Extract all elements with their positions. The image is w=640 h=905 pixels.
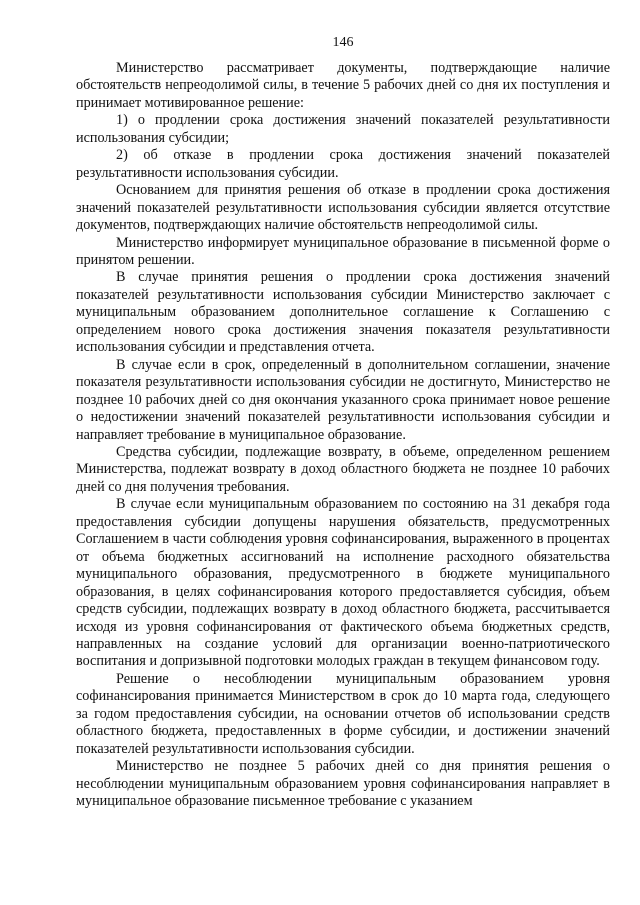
page-number: 146: [332, 35, 354, 50]
paragraph: Министерство не позднее 5 рабочих дней со дня принятия решения о несоблюдении муниципальным образованием уровня софинансирования направляет в муниципальное образование письменное требование с указанием: [76, 758, 610, 810]
paragraph: Министерство информирует муниципальное образование в письменной форме о принятом решении.: [76, 234, 610, 268]
paragraph: Основанием для принятия решения об отказе в продлении срока достижения значений показателей результативности использования субсидии является отсутствие документов, подтверждающих наличие обстоятельств непреодолимой силы.: [76, 182, 610, 234]
paragraph: В случае если в срок, определенный в дополнительном соглашении, значение показателя результативности использования субсидии не достигнуто, Министерство не позднее 10 рабочих дней со дня окончания указанного срока принимает новое решение о недостижении значений показателей результативности использования субсидии и направляет требование в муниципальное образование.: [76, 356, 610, 443]
document-page: [76, 34, 610, 810]
paragraph: 1) о продлении срока достижения значений показателей результативности использования субсидии;: [76, 112, 610, 146]
paragraph: Средства субсидии, подлежащие возврату, в объеме, определенном решением Министерства, подлежат возврату в доход областного бюджета не позднее 10 рабочих дней со дня получения требования.: [76, 443, 610, 495]
paragraph: Министерство рассматривает документы, подтверждающие наличие обстоятельств непреодолимой силы, в течение 5 рабочих дней со дня их поступления и принимает мотивированное решение:: [76, 60, 610, 111]
paragraph: В случае принятия решения о продлении срока достижения значений показателей результативности использования субсидии Министерство заключает с муниципальным образованием дополнительное соглашение к Соглашению с определением нового срока достижения значения показателя результативности использования субсидии и представления отчета.: [76, 269, 610, 356]
paragraph: 2) об отказе в продлении срока достижения значений показателей результативности использования субсидии.: [76, 147, 610, 181]
document-body: [76, 60, 610, 810]
paragraph: Решение о несоблюдении муниципальным образованием уровня софинансирования принимается Министерством в срок до 10 марта года, следующего за годом предоставления субсидии, на основании отчетов об использовании средств областного бюджета, предоставленных в форме субсидии, и достижении значений показателей результативности использования субсидии.: [76, 670, 610, 757]
paragraph: В случае если муниципальным образованием по состоянию на 31 декабря года предоставления субсидии допущены нарушения обязательств, предусмотренных Соглашением в части соблюдения уровня софинансирования, выраженного в процентах от объема бюджетных ассигнований на исполнение расходного обязательства муниципального образования, предусмотренного в бюджете муниципального образования, в целях софинансирования которого предоставляется субсидия, объем средств субсидии, подлежащих возврату в доход областного бюджета, рассчитывается исходя из уровня софинансирования от фактического объема бюджетных средств, направленных на создание условий для организации военно-патриотического воспитания и допризывной подготовки молодых граждан в текущем финансовом году.: [76, 496, 610, 670]
